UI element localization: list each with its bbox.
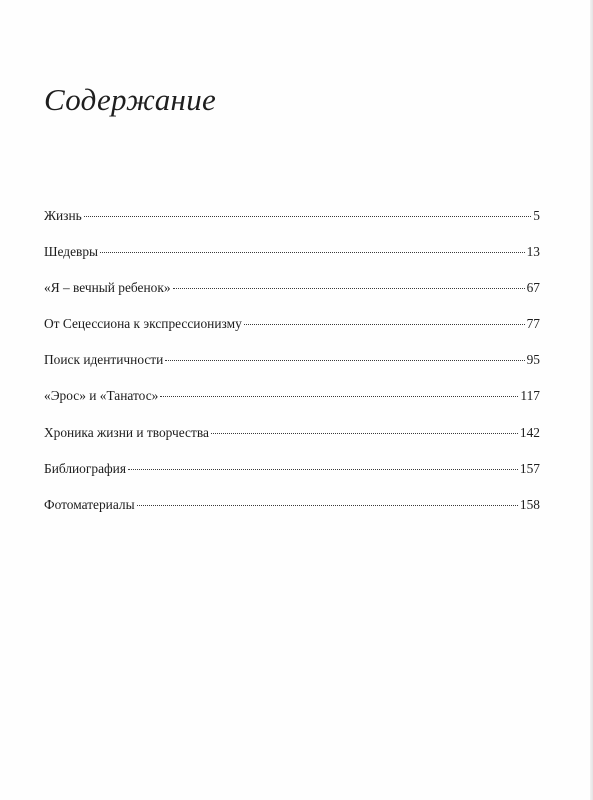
dot-leader bbox=[84, 216, 532, 217]
toc-entry-life[interactable] bbox=[44, 206, 540, 242]
toc-entry-label: Библиография bbox=[44, 460, 127, 476]
toc-entry-photos[interactable] bbox=[44, 495, 540, 531]
toc-entry-label: Шедевры bbox=[44, 244, 99, 260]
toc-entry-masterpieces[interactable] bbox=[44, 242, 540, 278]
table-of-contents bbox=[44, 206, 540, 531]
toc-entry-label: Хроника жизни и творчества bbox=[44, 424, 209, 440]
dot-leader bbox=[137, 505, 518, 506]
toc-entry-page-number: 5 bbox=[533, 208, 540, 223]
toc-entry-identity[interactable] bbox=[44, 350, 540, 386]
toc-entry-page-number: 77 bbox=[526, 316, 540, 332]
toc-entry-label: Жизнь bbox=[44, 208, 82, 223]
toc-entry-secession[interactable] bbox=[44, 314, 540, 350]
dot-leader bbox=[100, 252, 525, 253]
toc-entry-label: От Сецессиона к экспрессионизму bbox=[44, 316, 242, 332]
dot-leader bbox=[128, 469, 518, 470]
toc-entry-label: «Эрос» и «Танатос» bbox=[44, 388, 159, 404]
dot-leader bbox=[211, 433, 518, 434]
toc-entry-page-number: 13 bbox=[526, 244, 540, 260]
toc-entry-label: Фотоматериалы bbox=[44, 496, 135, 512]
dot-leader bbox=[173, 288, 525, 289]
page-title: Содержание bbox=[44, 82, 217, 117]
toc-entry-page-number: 67 bbox=[526, 280, 540, 296]
toc-entry-label: Поиск идентичности bbox=[44, 352, 164, 368]
dot-leader bbox=[244, 324, 525, 325]
toc-entry-page-number: 142 bbox=[519, 424, 540, 440]
toc-entry-page-number: 117 bbox=[520, 388, 540, 404]
toc-entry-chronicle[interactable] bbox=[44, 423, 540, 459]
toc-entry-page-number: 95 bbox=[526, 352, 540, 368]
dot-leader bbox=[160, 396, 518, 397]
dot-leader bbox=[165, 360, 524, 361]
toc-entry-page-number: 158 bbox=[519, 496, 540, 512]
toc-entry-page-number: 157 bbox=[519, 460, 540, 476]
toc-entry-eternal-child[interactable] bbox=[44, 278, 540, 314]
toc-entry-bibliography[interactable] bbox=[44, 459, 540, 495]
toc-entry-eros-thanatos[interactable] bbox=[44, 386, 540, 422]
toc-entry-label: «Я – вечный ребенок» bbox=[44, 280, 171, 296]
